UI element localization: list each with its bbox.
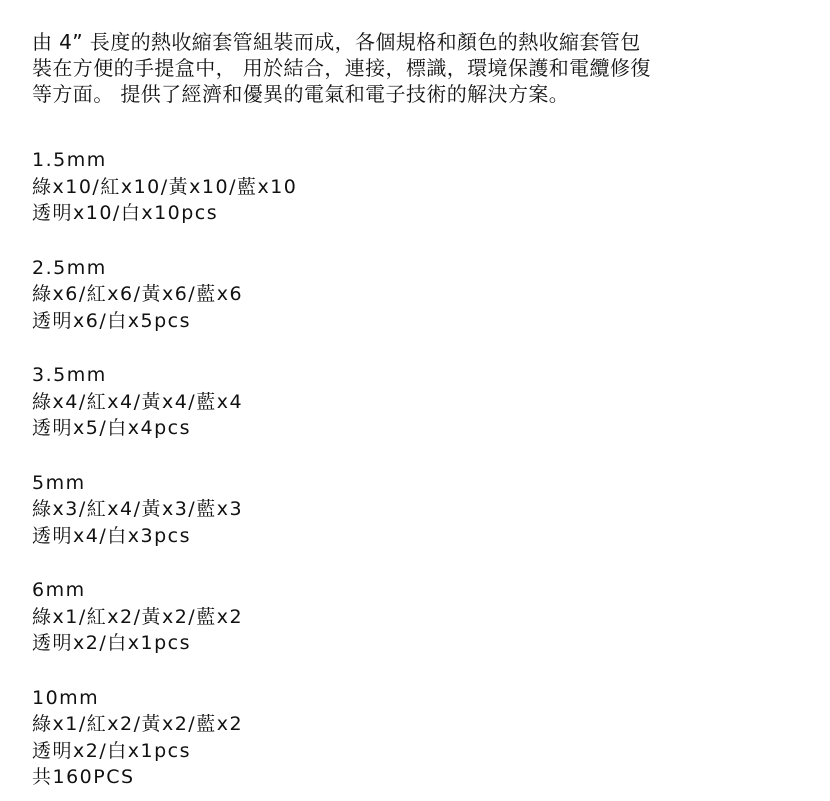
intro-line: 由 4” 長度的熱收縮套管組裝而成，各個規格和顏色的熱收縮套管包 [32, 30, 641, 54]
spec-group-5mm [32, 470, 812, 550]
spec-size: 5mm [32, 471, 86, 494]
spec-others: 透明x2/白x1pcs [32, 739, 191, 762]
spec-group-1-5mm [32, 147, 812, 227]
spec-colors: 綠x10/紅x10/黃x10/藍x10 [32, 175, 298, 198]
total-count: 共160PCS [32, 766, 135, 788]
spec-others: 透明x6/白x5pcs [32, 309, 191, 332]
spec-size: 6mm [32, 579, 86, 601]
intro-line: 裝在方便的手提盒中， 用於結合，連接，標識，環境保護和電纜修復 [32, 56, 651, 80]
spec-others: 透明x2/白x1pcs [32, 632, 191, 654]
spec-colors: 綠x4/紅x4/黃x4/藍x4 [32, 390, 244, 413]
spec-group-6mm [32, 577, 812, 657]
spec-list [32, 147, 812, 791]
spec-colors: 綠x3/紅x4/黃x3/藍x3 [32, 498, 244, 520]
intro-line: 等方面。 提供了經濟和優異的電氣和電子技術的解決方案。 [32, 82, 570, 106]
product-description [32, 29, 812, 791]
spec-colors: 綠x6/紅x6/黃x6/藍x6 [32, 283, 244, 305]
spec-size: 1.5mm [32, 149, 107, 171]
spec-group-3-5mm [32, 362, 812, 442]
spec-colors: 綠x1/紅x2/黃x2/藍x2 [32, 605, 244, 628]
spec-others: 透明x10/白x10pcs [32, 202, 219, 224]
spec-size: 3.5mm [32, 364, 107, 386]
spec-others: 透明x5/白x4pcs [32, 417, 191, 439]
intro-paragraph [32, 29, 812, 107]
spec-colors: 綠x1/紅x2/黃x2/藍x2 [32, 713, 244, 735]
spec-group-10mm [32, 685, 812, 765]
spec-group-2-5mm [32, 255, 812, 335]
spec-size: 10mm [32, 686, 100, 709]
spec-size: 2.5mm [32, 256, 107, 279]
spec-others: 透明x4/白x3pcs [32, 524, 191, 547]
